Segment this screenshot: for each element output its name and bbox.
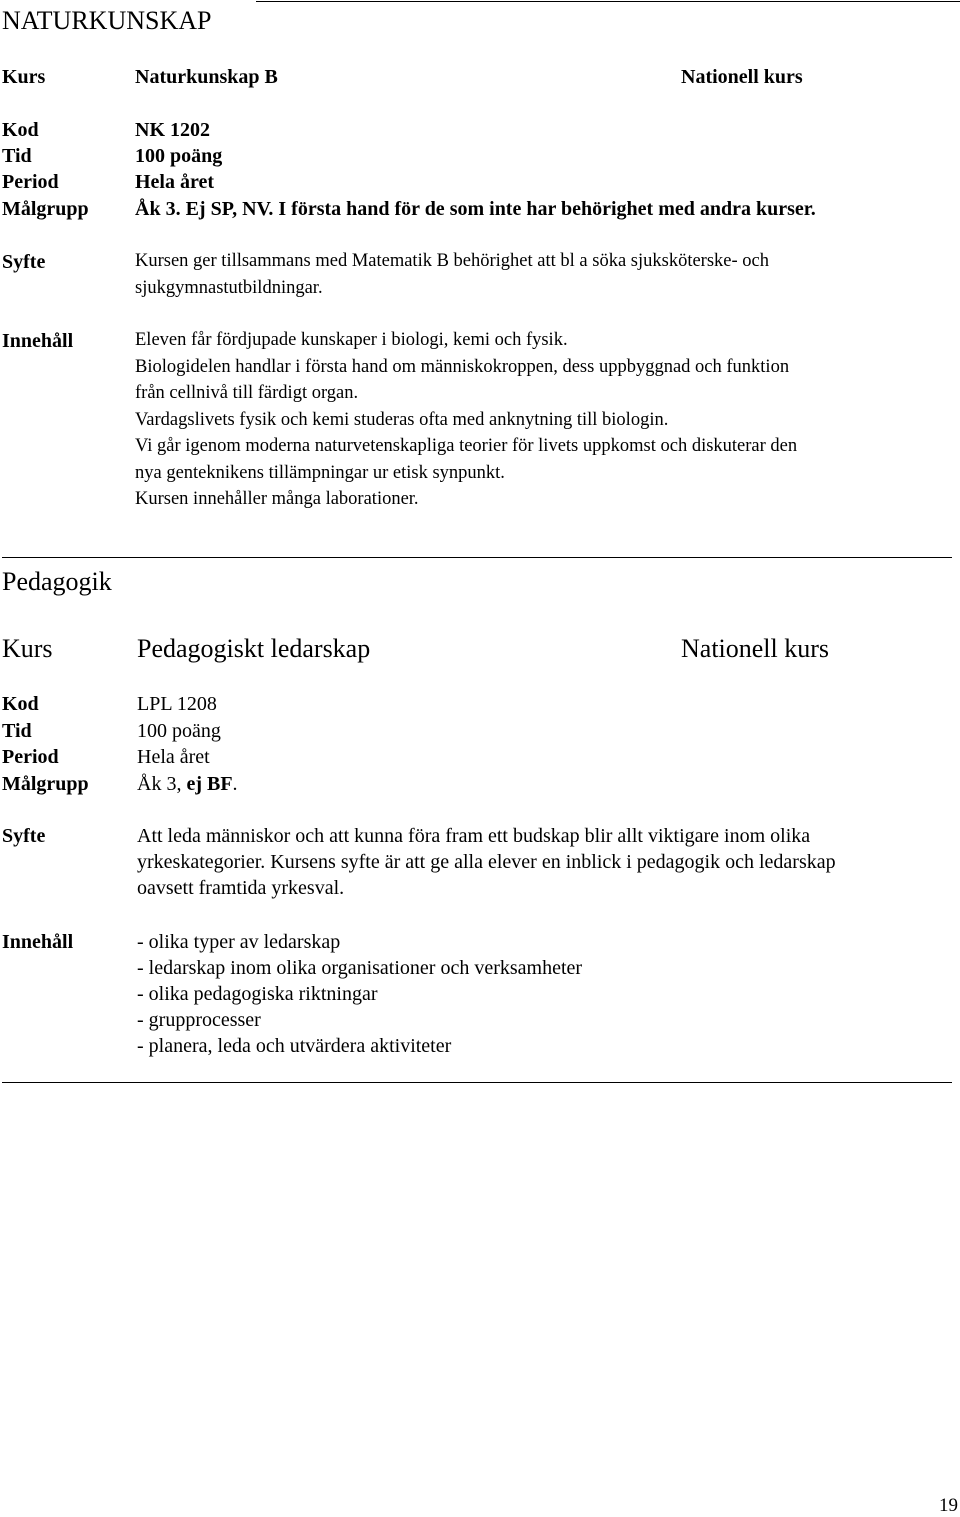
syfte-line: sjukgymnastutbildningar.: [135, 277, 323, 298]
section-title-naturkunskap: NATURKUNSKAP: [2, 6, 212, 35]
innehall-line: Eleven får fördjupade kunskaper i biologi, kemi och fysik.: [135, 330, 568, 350]
list-item: - olika pedagogiska riktningar: [137, 983, 378, 1005]
malgrupp-value: [137, 771, 238, 797]
kod-value: LPL 1208: [137, 693, 217, 715]
innehall-label: Innehåll: [2, 330, 74, 352]
malgrupp-label: Målgrupp: [2, 198, 89, 220]
innehall-line: Biologidelen handlar i första hand om människokroppen, dess uppbyggnad och funktion: [135, 356, 790, 377]
kod-label: Kod: [2, 693, 39, 715]
kurs-name: Pedagogiskt ledarskap: [137, 634, 371, 663]
syfte-line: Att leda människor och att kunna föra fram ett budskap blir allt viktigare inom olika: [137, 825, 811, 847]
syfte-line: Kursen ger tillsammans med Matematik B behörighet att bl a söka sjuksköterske- och: [135, 251, 769, 271]
tid-label: Tid: [2, 145, 32, 167]
innehall-line: Vi går igenom moderna naturvetenskapliga teorier för livets uppkomst och diskuterar den: [135, 436, 798, 456]
section-divider: [2, 557, 952, 558]
syfte-text: [137, 823, 836, 901]
list-item: - olika typer av ledarskap: [137, 931, 341, 953]
list-item: - grupprocesser: [137, 1009, 261, 1031]
kod-label: Kod: [2, 119, 39, 141]
malgrupp-prefix: Åk 3,: [137, 773, 187, 795]
tid-value: 100 poäng: [137, 720, 221, 742]
tid-value: 100 poäng: [135, 145, 223, 167]
kod-value: NK 1202: [135, 119, 210, 141]
section-title-pedagogik: Pedagogik: [2, 567, 112, 596]
list-item: - ledarskap inom olika organisationer och verksamheter: [137, 957, 583, 979]
syfte-line: oavsett framtida yrkesval.: [137, 877, 345, 899]
malgrupp-label: Målgrupp: [2, 773, 89, 795]
innehall-text: [135, 327, 797, 513]
syfte-line: yrkeskategorier. Kursens syfte är att ge alla elever en inblick i pedagogik och ledarskap: [137, 851, 836, 873]
innehall-label: Innehåll: [2, 931, 74, 953]
top-rule: [256, 1, 960, 2]
period-label: Period: [2, 746, 59, 768]
kurs-label: Kurs: [2, 634, 53, 663]
list-item: - planera, leda och utvärdera aktiviteter: [137, 1035, 452, 1057]
malgrupp-value: Åk 3. Ej SP, NV. I första hand för de som inte har behörighet med andra kurser.: [135, 198, 816, 220]
section-divider: [2, 1082, 952, 1083]
period-value: Hela året: [135, 171, 215, 193]
innehall-line: från cellnivå till färdigt organ.: [135, 383, 359, 403]
kurs-label: Kurs: [2, 66, 46, 88]
kurs-type: Nationell kurs: [681, 66, 803, 88]
kurs-type: Nationell kurs: [681, 634, 830, 663]
innehall-line: Kursen innehåller många laborationer.: [135, 489, 419, 509]
malgrupp-bold: ej BF: [186, 773, 233, 795]
innehall-line: Vardagslivets fysik och kemi studeras ofta med anknytning till biologin.: [135, 409, 669, 430]
innehall-list: [137, 929, 582, 1059]
syfte-label: Syfte: [2, 251, 46, 273]
syfte-text: [135, 248, 769, 301]
tid-label: Tid: [2, 720, 32, 742]
period-label: Period: [2, 171, 59, 193]
syfte-label: Syfte: [2, 825, 46, 847]
period-value: Hela året: [137, 746, 210, 768]
innehall-line: nya genteknikens tillämpningar ur etisk synpunkt.: [135, 462, 505, 483]
page-number: 19: [939, 1495, 958, 1516]
kurs-name: Naturkunskap B: [135, 66, 278, 88]
malgrupp-suffix: .: [232, 773, 238, 795]
